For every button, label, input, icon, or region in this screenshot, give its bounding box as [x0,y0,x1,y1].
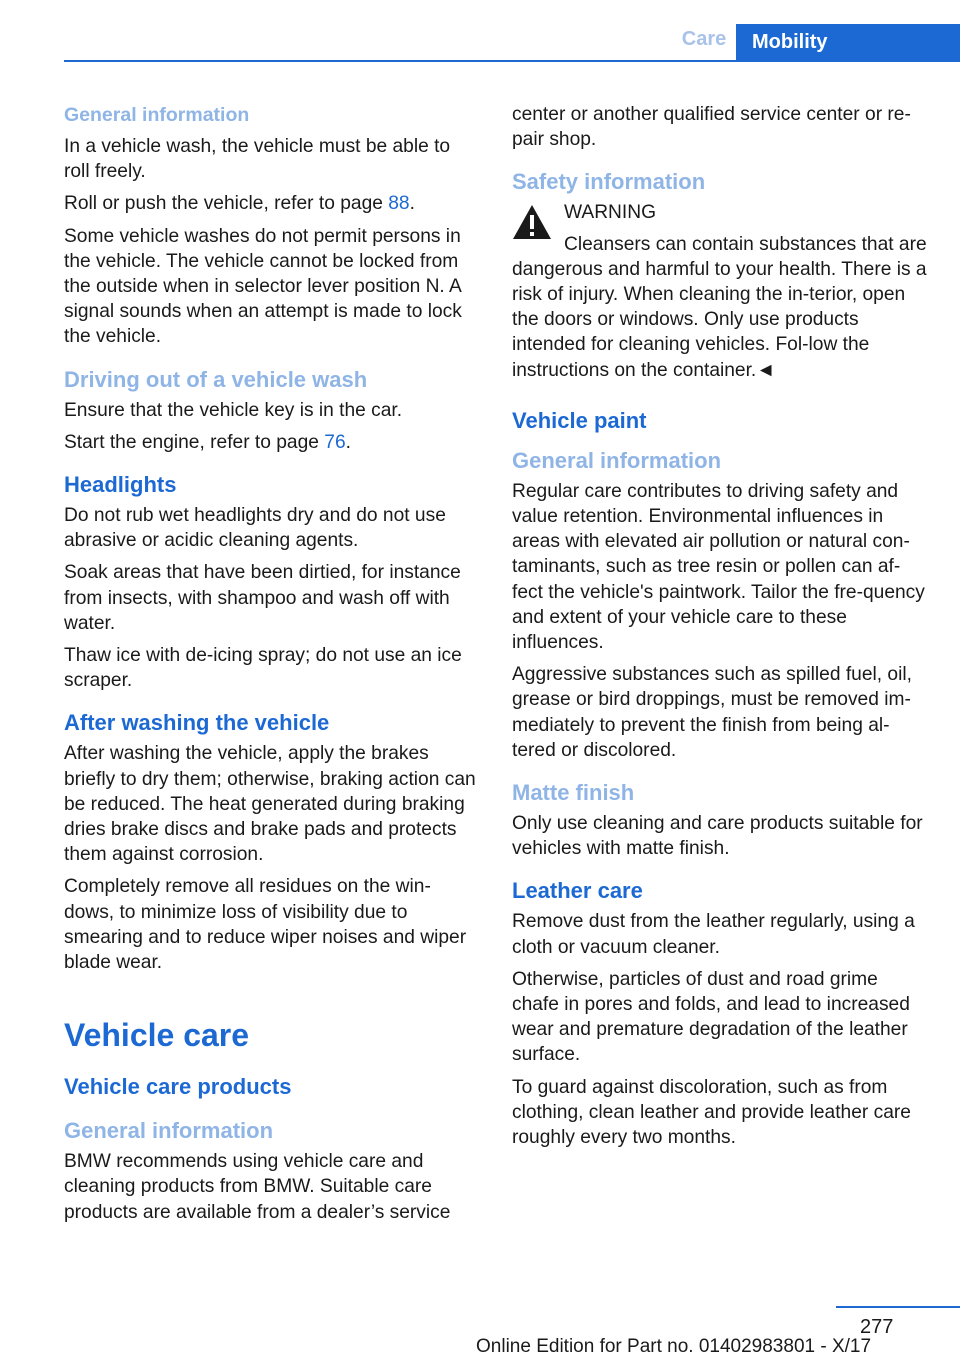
paragraph: BMW recommends using vehicle care and cleaning products from BMW. Suitable care products are available from a dealer’s service [64,1151,451,1223]
warning-box [512,200,930,382]
page-number: 277 [860,1316,894,1338]
right-column [512,102,930,1157]
paragraph: To guard against discoloration, such as from clothing, clean leather and provide leather care roughly every two months. [512,1076,911,1149]
paragraph: Thaw ice with de-icing spray; do not use an ice scraper. [64,645,462,692]
warning-triangle-icon [512,204,552,240]
paragraph: Start the engine, refer to page 76. [64,431,351,453]
warning-title: WARNING [564,202,657,224]
paragraph: Aggressive substances such as spilled fuel, oil, grease or bird droppings, must be removed im-mediately to prevent the finish from being al-tered or discolored. [512,664,912,761]
heading-vehicle-care-products: Vehicle care products [64,1074,292,1100]
paragraph: After washing the vehicle, apply the brakes briefly to dry them; otherwise, braking action can be reduced. The heat generated during braking dries brake discs and brake pads and protects them against corrosion. [64,743,476,866]
heading-general-information-2: General information [64,1118,274,1144]
tab-care[interactable]: Care [681,28,727,50]
paragraph: Remove dust from the leather regularly, using a cloth or vacuum cleaner. [512,911,915,958]
paragraph: Some vehicle washes do not permit persons in the vehicle. The vehicle cannot be locked from the outside when in selector lever position N. A signal sounds when an attempt is made to lock the vehicle. [64,225,462,348]
left-column [64,102,480,1232]
tab-mobility[interactable]: Mobility [736,24,960,60]
heading-general-information-3: General information [512,447,722,473]
heading-vehicle-care: Vehicle care [64,1017,250,1054]
paragraph: Roll or push the vehicle, refer to page 88. [64,193,415,215]
paragraph: center or another qualified service center or re-pair shop. [512,104,911,151]
heading-driving-out: Driving out of a vehicle wash [64,366,368,392]
header-rule [64,60,960,62]
paragraph: Otherwise, particles of dust and road grime chafe in pores and folds, and lead to increased wear and premature degradation of the leather surface. [512,968,910,1066]
paragraph: Ensure that the vehicle key is in the car. [64,399,403,421]
heading-matte-finish: Matte finish [512,780,635,806]
edition-footer: Online Edition for Part no. 01402983801 - X/17 [476,1336,872,1357]
paragraph: Soak areas that have been dirtied, for instance from insects, with shampoo and wash off with water. [64,562,461,634]
page-link-76[interactable]: 76 [324,431,346,453]
heading-after-washing: After washing the vehicle [64,710,330,736]
heading-vehicle-paint: Vehicle paint [512,407,647,433]
heading-headlights: Headlights [64,472,177,498]
page-link-88[interactable]: 88 [388,193,410,215]
paragraph: Completely remove all residues on the win-dows, to minimize loss of visibility due to smearing and to reduce wiper noises and wiper blade wear. [64,876,467,974]
heading-leather-care: Leather care [512,878,643,904]
paragraph: Only use cleaning and care products suitable for vehicles with matte finish. [512,813,923,860]
paragraph: Do not rub wet headlights dry and do not use abrasive or acidic cleaning agents. [64,505,446,552]
heading-general-information: General information [64,104,250,126]
page-header [0,0,960,62]
paragraph: In a vehicle wash, the vehicle must be able to roll freely. [64,136,451,183]
footer-rule [836,1306,960,1308]
warning-body: Cleansers can contain substances that are dangerous and harmful to your health. There is a risk of injury. When cleaning the in-terior, open the doors or windows. Only use products intended for cleaning vehicles. Fol-low the instructions on the container.◄ [512,233,927,381]
paragraph: Regular care contributes to driving safety and value retention. Environmental influences in areas with elevated air pollution or natural con-taminants, such as tree resin or pollen can af-fect the vehicle's paintwork. Tailor the fre-quency and extent of your vehicle care to these influences. [512,480,925,654]
heading-safety-information: Safety information [512,169,706,195]
